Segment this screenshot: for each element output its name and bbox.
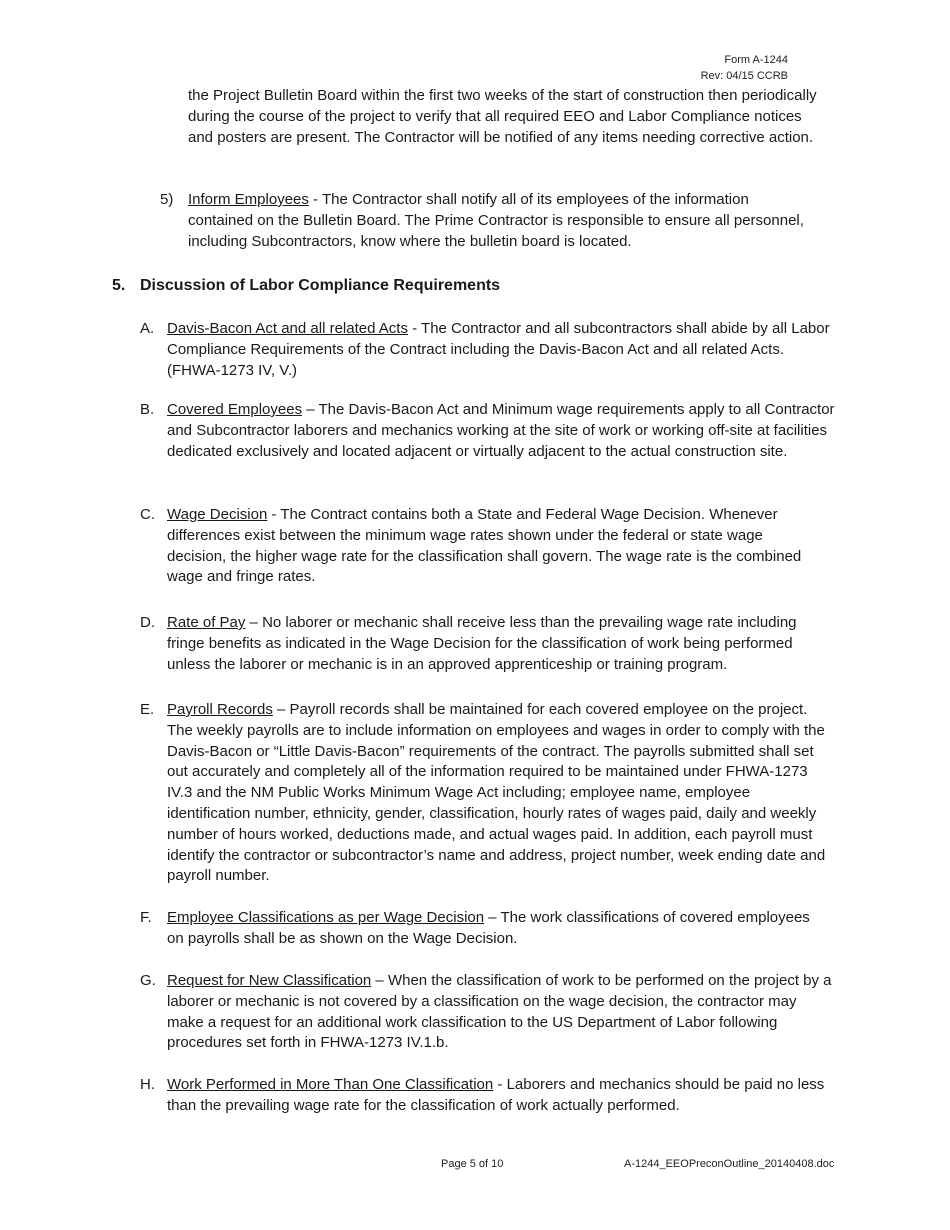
item-b-paragraph <box>167 400 843 462</box>
item-a-title: Davis-Bacon Act and all related Acts <box>167 320 408 337</box>
item-e-paragraph <box>167 700 829 887</box>
section-heading <box>112 276 500 296</box>
item-c-text: - The Contract contains both a State and Federal Wage Decision. Whenever differences exist between the minimum wage rates shown under the federal or state wage decision, the higher wage rate for the classification shall govern. The wage rate is the combined wage and fringe rates. <box>167 506 802 586</box>
item-a-letter: A. <box>140 320 155 337</box>
item-g-letter: G. <box>140 972 156 989</box>
item-b-letter: B. <box>140 401 155 418</box>
item-h-paragraph <box>167 1075 829 1117</box>
item-g-text: – When the classification of work to be performed on the project by a laborer or mechanic is not covered by a classification on the wage decision, the contractor may make a request for an additional work classification to the US Department of Labor following procedures set forth in FHWA-1273 IV.1.b. <box>167 972 832 1052</box>
item-h-letter: H. <box>140 1076 155 1093</box>
item-d-letter: D. <box>140 614 155 631</box>
item-g-paragraph <box>167 971 835 1054</box>
form-number: Form A-1244 <box>724 54 788 66</box>
item-b-title: Covered Employees <box>167 401 303 418</box>
form-header <box>701 52 788 84</box>
item-c-letter: C. <box>140 506 155 523</box>
item-e-letter: E. <box>140 701 155 718</box>
item-e-title: Payroll Records <box>167 701 273 718</box>
item-b-text: – The Davis-Bacon Act and Minimum wage requirements apply to all Contractor and Subcontractor laborers and mechanics working at the site of work or working off-site at facilities dedicated exclusively and located adjacent or virtually adjacent to the actual construction site. <box>167 401 835 460</box>
item-e-text: – Payroll records shall be maintained for each covered employee on the project. The weekly payrolls are to include information on employees and wages in order to comply with the Davis-Bacon or “Little Davis-Bacon” requirements of the contract. The payrolls submitted shall set out accurately and completely all of the information required to be maintained under FHWA-1273 IV.3 and the NM Public Works Minimum Wage Act including; employee name, employee identification number, ethnicity, gender, classification, hourly rates of wages paid, daily and weekly number of hours worked, deductions made, and actual wages paid. In addition, each payroll must identify the contractor or subcontractor’s name and address, project number, week ending date and payroll number. <box>167 701 826 885</box>
item-h-text: - Laborers and mechanics should be paid no less than the prevailing wage rate for the classification of work actually performed. <box>167 1076 825 1114</box>
item-a-text: - The Contractor and all subcontractors shall abide by all Labor Compliance Requirements of the Contract including the Davis-Bacon Act and all related Acts. (FHWA-1273 IV, V.) <box>167 320 830 379</box>
item-5-paragraph <box>188 190 818 252</box>
item-d-text: – No laborer or mechanic shall receive less than the prevailing wage rate including fringe benefits as indicated in the Wage Decision for the classification of work being performed unless the laborer or mechanic is in an approved apprenticeship or training program. <box>167 614 797 673</box>
item-d-title: Rate of Pay <box>167 614 246 631</box>
item-f-paragraph <box>167 908 829 950</box>
item-f-letter: F. <box>140 909 152 926</box>
item-c-title: Wage Decision <box>167 506 268 523</box>
item-5-number: 5) <box>160 191 174 208</box>
continued-paragraph: the Project Bulletin Board within the first two weeks of the start of construction then periodically during the course of the project to verify that all required EEO and Labor Compliance notices and posters are present. The Contractor will be notified of any items needing corrective action. <box>188 87 817 146</box>
section-number: 5. <box>112 277 126 294</box>
item-5-text: - The Contractor shall notify all of its employees of the information contained on the Bulletin Board. The Prime Contractor is responsible to ensure all personnel, including Subcontractors, know where the bulletin board is located. <box>188 191 804 250</box>
footer-filename: A-1244_EEOPreconOutline_20140408.doc <box>624 1158 835 1170</box>
item-h-title: Work Performed in More Than One Classification <box>167 1076 494 1093</box>
item-f-text: – The work classifications of covered employees on payrolls shall be as shown on the Wage Decision. <box>167 909 810 947</box>
item-d-paragraph <box>167 613 829 675</box>
item-g-title: Request for New Classification <box>167 972 372 989</box>
footer-page-number: Page 5 of 10 <box>441 1158 504 1170</box>
item-c-paragraph <box>167 505 807 588</box>
item-f-title: Employee Classifications as per Wage Decision <box>167 909 485 926</box>
form-revision: Rev: 04/15 CCRB <box>700 70 788 82</box>
item-a-paragraph <box>167 319 832 381</box>
item-5-title: Inform Employees <box>188 191 309 208</box>
section-title: Discussion of Labor Compliance Requirements <box>140 277 501 294</box>
